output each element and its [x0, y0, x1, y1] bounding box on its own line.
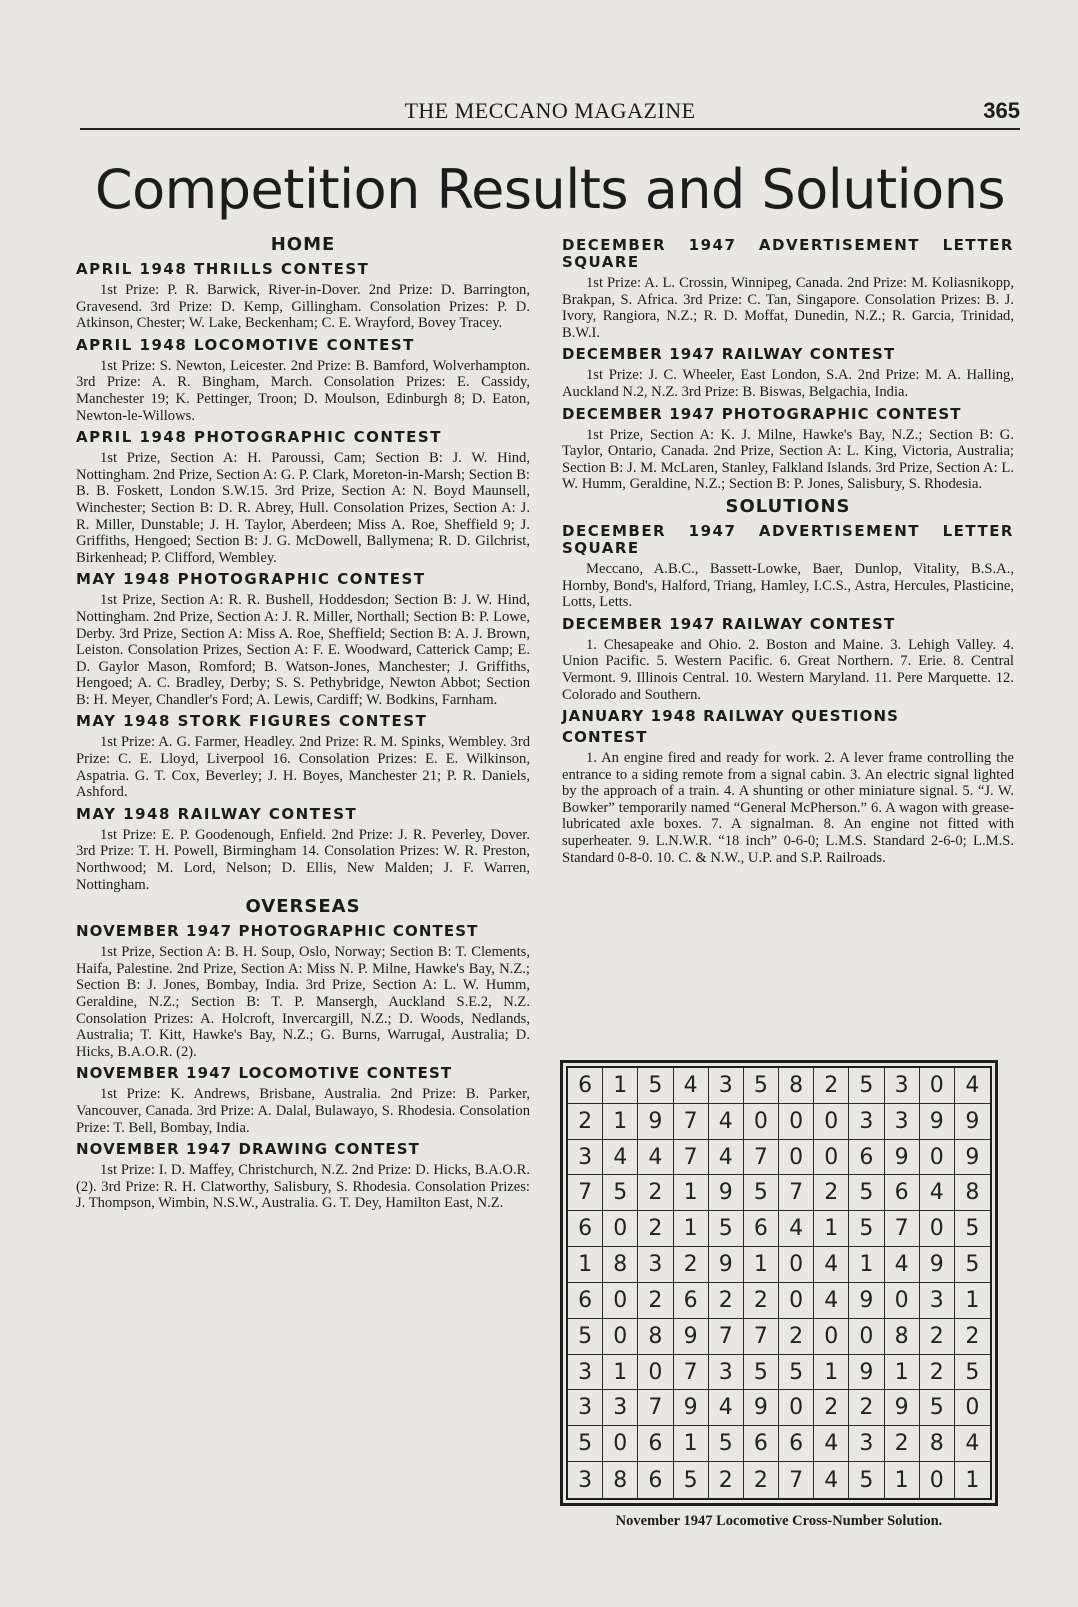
- solution-text: 1. Chesapeake and Ohio. 2. Boston and Maine. 3. Lehigh Valley. 4. Union Pacific. 5. Western Pacific. 6. Great Northern. 7. Erie. 8. Central Vermont. 9. Illinois Central. 10. Western Maryland. 11. Pere Marquette. 12. Colorado and Southern.: [562, 636, 1014, 703]
- grid-cell: 8: [779, 1068, 814, 1104]
- grid-cell: 2: [814, 1390, 849, 1426]
- grid-cell: 7: [638, 1390, 673, 1426]
- grid-cell: 4: [885, 1247, 920, 1283]
- grid-cell: 0: [779, 1247, 814, 1283]
- contest-heading: DECEMBER 1947 ADVERTISEMENT LETTER: [562, 236, 1014, 254]
- grid-cell: 0: [814, 1140, 849, 1176]
- contest-results: 1st Prize: P. R. Barwick, River-in-Dover. 2nd Prize: D. Barrington, Gravesend. 3rd Prize: D. Kemp, Gillingham. Consolation Prizes: P. D. Atkinson, Chester; W. Lake, Beckenham; C. E. Wrayford, Bovey Tracey.: [76, 282, 530, 332]
- grid-cell: 5: [744, 1068, 779, 1104]
- grid-cell: 7: [885, 1211, 920, 1247]
- grid-cell: 9: [674, 1390, 709, 1426]
- grid-cell: 1: [674, 1175, 709, 1211]
- grid-cell: 2: [638, 1283, 673, 1319]
- grid-cell: 5: [849, 1175, 884, 1211]
- contest-heading: DECEMBER 1947 PHOTOGRAPHIC CONTEST: [562, 404, 962, 423]
- grid-cell: 0: [885, 1283, 920, 1319]
- cross-number-grid: [566, 1066, 992, 1500]
- grid-cell: 7: [779, 1462, 814, 1498]
- grid-cell: 0: [779, 1283, 814, 1319]
- grid-cell: 7: [674, 1140, 709, 1176]
- grid-cell: 0: [849, 1319, 884, 1355]
- grid-cell: 7: [674, 1355, 709, 1391]
- grid-cell: 2: [744, 1462, 779, 1498]
- grid-cell: 4: [814, 1247, 849, 1283]
- grid-cell: 0: [779, 1104, 814, 1140]
- grid-cell: 5: [744, 1175, 779, 1211]
- grid-cell: 5: [744, 1355, 779, 1391]
- grid-cell: 4: [814, 1283, 849, 1319]
- grid-cell: 4: [920, 1175, 955, 1211]
- grid-cell: 2: [920, 1319, 955, 1355]
- grid-cell: 0: [779, 1140, 814, 1176]
- grid-cell: 1: [568, 1247, 603, 1283]
- grid-cell: 1: [955, 1283, 990, 1319]
- grid-cell: 9: [744, 1390, 779, 1426]
- solution-text: Meccano, A.B.C., Bassett-Lowke, Baer, Dunlop, Vitality, B.S.A., Hornby, Bond's, Halford, Triang, Hamley, I.C.S., Astra, Hercules, Plasticine, Lotts, Letts.: [562, 560, 1014, 611]
- grid-cell: 8: [955, 1175, 990, 1211]
- running-head: [80, 98, 1020, 130]
- grid-cell: 5: [603, 1175, 638, 1211]
- grid-cell: 7: [568, 1175, 603, 1211]
- grid-cell: 2: [638, 1211, 673, 1247]
- grid-cell: 9: [920, 1104, 955, 1140]
- grid-cell: 1: [814, 1211, 849, 1247]
- grid-cell: 0: [814, 1104, 849, 1140]
- grid-cell: 6: [744, 1211, 779, 1247]
- grid-cell: 5: [568, 1426, 603, 1462]
- grid-cell: 5: [955, 1211, 990, 1247]
- grid-cell: 2: [814, 1068, 849, 1104]
- grid-cell: 5: [849, 1211, 884, 1247]
- grid-cell: 7: [744, 1140, 779, 1176]
- grid-cell: 6: [568, 1283, 603, 1319]
- grid-cell: 7: [674, 1104, 709, 1140]
- right-column: [562, 232, 1014, 869]
- grid-cell: 1: [744, 1247, 779, 1283]
- grid-cell: 3: [638, 1247, 673, 1283]
- grid-cell: 8: [920, 1426, 955, 1462]
- grid-cell: 3: [920, 1283, 955, 1319]
- grid-cell: 1: [603, 1068, 638, 1104]
- solution-text: 1. An engine fired and ready for work. 2. A lever frame controlling the entrance to a siding remote from a signal cabin. 3. An electric signal lighted by the approach of a train. 4. A shunting or other miniature signal. 5. “J. W. Bowker” temporarily named “General McPherson.” 6. A wagon with grease-lubricated axle boxes. 7. A signalman. 8. An engine not fitted with superheater. 9. L.N.W.R. “18 inch” 0-6-0; L.M.S. Standard 2-6-0; L.M.S. Standard 0-8-0. 10. C. & N.W., U.P. and S.P. Railroads.: [562, 750, 1014, 866]
- grid-cell: 1: [965, 1467, 980, 1493]
- contest-heading: NOVEMBER 1947 DRAWING CONTEST: [76, 1140, 420, 1159]
- grid-cell: 8: [603, 1462, 638, 1498]
- grid-cell: 7: [709, 1319, 744, 1355]
- grid-cell: 5: [709, 1426, 744, 1462]
- grid-cell: 6: [744, 1426, 779, 1462]
- grid-cell: 5: [849, 1462, 884, 1498]
- grid-cell: 3: [849, 1104, 884, 1140]
- contest-heading: MAY 1948 RAILWAY CONTEST: [76, 804, 358, 823]
- grid-cell: 9: [638, 1104, 673, 1140]
- grid-cell: 8: [603, 1247, 638, 1283]
- grid-cell: 3: [568, 1390, 603, 1426]
- grid-cell: 0: [638, 1355, 673, 1391]
- grid-cell: 5: [779, 1355, 814, 1391]
- grid-cell: 4: [674, 1068, 709, 1104]
- grid-cell: 3: [849, 1426, 884, 1462]
- grid-cell: 7: [744, 1319, 779, 1355]
- grid-cell: 2: [920, 1355, 955, 1391]
- grid-cell: 3: [885, 1104, 920, 1140]
- grid-cell: 6: [849, 1140, 884, 1176]
- grid-cell: 0: [603, 1211, 638, 1247]
- grid-cell: 1: [885, 1462, 920, 1498]
- grid-cell: 5: [638, 1068, 673, 1104]
- cross-number-puzzle: [560, 1060, 998, 1506]
- grid-cell: 3: [603, 1390, 638, 1426]
- page-title: Competition Results and Solutions: [94, 158, 1006, 221]
- grid-cell: 2: [814, 1175, 849, 1211]
- contest-heading: APRIL 1948 LOCOMOTIVE CONTEST: [76, 335, 415, 354]
- grid-cell: 9: [849, 1283, 884, 1319]
- grid-cell: 3: [885, 1068, 920, 1104]
- contest-heading: NOVEMBER 1947 LOCOMOTIVE CONTEST: [76, 1064, 453, 1083]
- grid-cell: 5: [709, 1211, 744, 1247]
- grid-cell: 0: [920, 1211, 955, 1247]
- contest-results: 1st Prize: A. L. Crossin, Winnipeg, Canada. 2nd Prize: M. Koliasnikopp, Brakpan, S. Africa. 3rd Prize: C. Tan, Singapore. Consolation Prizes: B. J. Ivory, Rangiora, N.Z.; R. D. Moffat, Dunedin, N.Z.; R. Garcia, Trinidad, B.W.I.: [562, 275, 1014, 341]
- section-solutions-heading: SOLUTIONS: [725, 495, 851, 517]
- contest-results: 1st Prize, Section A: B. H. Soup, Oslo, Norway; Section B: T. Clements, Haifa, Palestine. 2nd Prize, Section A: Miss N. P. Milne, Hawke's Bay, N.Z.; Section B: J. Jones, Bombay, India. 3rd Prize, Section A: L. W. Humm, Geraldine, N.Z.; Section B: T. P. Mansergh, Auckland S.E.2, N.Z. Consolation Prizes: A. Holcroft, Invercargill, N.Z.; D. Woods, Nedlands, Australia; T. Kitt, Hawke's Bay, N.Z.; G. Burns, Warrugal, Australia; D. Hicks, B.A.O.R. (2).: [76, 944, 530, 1060]
- grid-cell: 2: [568, 1104, 603, 1140]
- grid-cell: 3: [709, 1068, 744, 1104]
- grid-cell: 0: [779, 1390, 814, 1426]
- grid-cell: 4: [955, 1426, 990, 1462]
- grid-cell: 6: [779, 1426, 814, 1462]
- grid-cell: 9: [885, 1390, 920, 1426]
- grid-cell: 4: [638, 1140, 673, 1176]
- left-column: [76, 232, 530, 1215]
- grid-cell: 2: [849, 1390, 884, 1426]
- grid-cell: 0: [603, 1283, 638, 1319]
- grid-cell: 6: [568, 1211, 603, 1247]
- grid-cell: 2: [955, 1319, 990, 1355]
- contest-results: 1st Prize: J. C. Wheeler, East London, S.A. 2nd Prize: M. A. Halling, Auckland N.2, N.Z. 3rd Prize: B. Biswas, Belgachia, India.: [562, 367, 1014, 400]
- grid-cell: 2: [744, 1283, 779, 1319]
- solution-heading: DECEMBER 1947 RAILWAY CONTEST: [562, 614, 896, 633]
- solution-heading: DECEMBER 1947 ADVERTISEMENT LETTER: [562, 521, 1014, 540]
- grid-cell: 0: [920, 1140, 955, 1176]
- contest-heading-continued: SQUARE: [562, 253, 640, 271]
- grid-cell: 1: [814, 1355, 849, 1391]
- grid-cell: 4: [779, 1211, 814, 1247]
- grid-cell: 3: [568, 1462, 603, 1498]
- grid-cell: 4: [709, 1390, 744, 1426]
- contest-results: 1st Prize, Section A: R. R. Bushell, Hoddesdon; Section B: J. W. Hind, Nottingham. 2nd Prize, Section A: J. R. Miller, Northall; Section B: P. Lowe, Derby. 3rd Prize, Section A: Miss A. Roe, Sheffield; Section B: A. J. Brown, Leiston. Consolation Prizes, Section A: F. E. Woodward, Catterick Camp; E. D. Gaylor Mason, Romford; B. Watson-Jones, Manchester; J. Griffiths, Hengoed; A. C. Bradley, Derby; S. S. Pethybridge, Newton Abbot; Section B: H. Meyer, Chandler's Ford; A. Lewis, Cardiff; W. Bodkins, Farnham.: [76, 592, 530, 708]
- grid-cell: 0: [603, 1319, 638, 1355]
- solution-heading-continued: SQUARE: [562, 538, 640, 557]
- contest-heading: APRIL 1948 THRILLS CONTEST: [76, 260, 370, 278]
- grid-cell: 2: [885, 1426, 920, 1462]
- grid-cell: 4: [814, 1426, 849, 1462]
- grid-cell: 0: [814, 1319, 849, 1355]
- grid-cell: 4: [709, 1104, 744, 1140]
- section-home-heading: HOME: [270, 234, 336, 255]
- grid-cell: 5: [849, 1068, 884, 1104]
- page-number: 365: [983, 98, 1020, 123]
- grid-cell: 9: [920, 1247, 955, 1283]
- grid-cell: 9: [955, 1104, 990, 1140]
- grid-cell: 8: [638, 1319, 673, 1355]
- grid-cell: 4: [814, 1462, 849, 1498]
- grid-cell: 4: [709, 1140, 744, 1176]
- contest-results: 1st Prize, Section A: H. Paroussi, Cam; Section B: J. W. Hind, Nottingham. 2nd Prize, Section A: G. P. Clark, Moreton-in-Marsh; Section B: B. B. Foskett, London S.W.15. 3rd Prize, Section A: N. Boyd Maunsell, Winchester; Section B: D. R. Abrey, Hull. Consolation Prizes, Section A: J. R. Miller, Dunstable; J. H. Taylor, Aberdeen; Miss A. Roe, Sheffield 9; J. Griffiths, Hengoed; Section B: J. G. McDowell, Ballymena; R. D. Gilchrist, Birkenhead; P. Clifford, Wembley.: [76, 450, 530, 566]
- grid-cell: 6: [885, 1175, 920, 1211]
- grid-cell: 6: [568, 1068, 603, 1104]
- grid-cell: 9: [709, 1247, 744, 1283]
- grid-cell: 1: [885, 1355, 920, 1391]
- contest-results: 1st Prize: E. P. Goodenough, Enfield. 2nd Prize: J. R. Peverley, Dover. 3rd Prize: T. H. Powell, Birmingham 14. Consolation Prizes: W. R. Preston, Northwood; M. Lord, Nelson; D. Ellis, New Malden; J. F. Warren, Nottingham.: [76, 826, 530, 893]
- grid-cell: 0: [920, 1068, 955, 1104]
- contest-heading: MAY 1948 STORK FIGURES CONTEST: [76, 712, 428, 731]
- grid-cell: 5: [568, 1319, 603, 1355]
- grid-cell: 6: [674, 1283, 709, 1319]
- grid-cell: 5: [955, 1355, 990, 1391]
- grid-cell: 2: [638, 1175, 673, 1211]
- grid-cell: 0: [920, 1462, 955, 1498]
- grid-cell: 2: [674, 1247, 709, 1283]
- section-overseas-heading: OVERSEAS: [245, 896, 361, 918]
- grid-cell: 9: [885, 1140, 920, 1176]
- contest-results: 1st Prize: K. Andrews, Brisbane, Australia. 2nd Prize: B. Parker, Vancouver, Canada. 3rd Prize: A. Dalal, Bulawayo, S. Rhodesia. Consolation Prize: T. Bell, Bombay, India.: [76, 1086, 530, 1136]
- contest-results: 1st Prize: I. D. Maffey, Christchurch, N.Z. 2nd Prize: D. Hicks, B.A.O.R. (2). 3rd Prize: R. H. Clatworthy, Salisbury, S. Rhodesia. Consolation Prizes: J. Thompson, Wimbin, N.S.W., Australia. G. T. Dey, Hamilton East, N.Z.: [76, 1162, 530, 1212]
- grid-cell: 5: [920, 1390, 955, 1426]
- grid-cell: 9: [709, 1175, 744, 1211]
- grid-cell: 7: [779, 1175, 814, 1211]
- grid-cell: 2: [779, 1319, 814, 1355]
- contest-heading: DECEMBER 1947 RAILWAY CONTEST: [562, 345, 896, 364]
- grid-cell: 3: [568, 1355, 603, 1391]
- grid-cell: 6: [638, 1426, 673, 1462]
- grid-cell: 4: [955, 1068, 990, 1104]
- grid-cell: 1: [603, 1355, 638, 1391]
- grid-cell: 6: [638, 1462, 673, 1498]
- grid-cell: 0: [955, 1390, 990, 1426]
- solution-heading-continued: CONTEST: [562, 728, 648, 747]
- grid-cell: 4: [603, 1140, 638, 1176]
- contest-heading: MAY 1948 PHOTOGRAPHIC CONTEST: [76, 570, 426, 589]
- grid-cell: 9: [849, 1355, 884, 1391]
- grid-cell: 5: [674, 1462, 709, 1498]
- grid-cell: 9: [674, 1319, 709, 1355]
- grid-cell: 1: [674, 1211, 709, 1247]
- solution-heading: JANUARY 1948 RAILWAY QUESTIONS: [562, 707, 900, 726]
- grid-cell: 0: [744, 1104, 779, 1140]
- grid-cell: 9: [955, 1140, 990, 1176]
- magazine-title: THE MECCANO MAGAZINE: [404, 98, 696, 123]
- grid-cell: 0: [603, 1426, 638, 1462]
- grid-cell: 2: [709, 1283, 744, 1319]
- grid-cell: 1: [674, 1426, 709, 1462]
- puzzle-caption: November 1947 Locomotive Cross-Number Solution.: [615, 1513, 943, 1529]
- contest-results: 1st Prize, Section A: K. J. Milne, Hawke's Bay, N.Z.; Section B: G. Taylor, Ontario, Canada. 2nd Prize, Section A: L. King, Victoria, Australia; Section B: J. M. McLaren, Stanley, Falkland Islands. 3rd Prize, Section A: L. W. Humm, Geraldine, N.Z.; Section B: P. Jones, Salisbury, S. Rhodesia.: [562, 426, 1014, 493]
- grid-cell: 3: [709, 1355, 744, 1391]
- grid-cell: 5: [955, 1247, 990, 1283]
- contest-results: 1st Prize: A. G. Farmer, Headley. 2nd Prize: R. M. Spinks, Wembley. 3rd Prize: C. E. Lloyd, Liverpool 16. Consolation Prizes: E. E. Wilkinson, Aspatria. G. T. Cox, Beverley; J. H. Boyes, Manchester 21; P. R. Daniels, Ashford.: [76, 734, 530, 801]
- grid-cell: 2: [709, 1462, 744, 1498]
- contest-heading: NOVEMBER 1947 PHOTOGRAPHIC CONTEST: [76, 922, 479, 941]
- contest-results: 1st Prize: S. Newton, Leicester. 2nd Prize: B. Bamford, Wolverhampton. 3rd Prize: A. R. Bingham, March. Consolation Prizes: E. Cassidy, Manchester 19; K. Pettinger, Troon; D. Moulson, Edinburgh 8; D. Eaton, Newton-le-Willows.: [76, 357, 530, 424]
- grid-cell: 3: [568, 1140, 603, 1176]
- grid-cell: 8: [885, 1319, 920, 1355]
- grid-cell: 1: [849, 1247, 884, 1283]
- grid-cell: 1: [603, 1104, 638, 1140]
- contest-heading: APRIL 1948 PHOTOGRAPHIC CONTEST: [76, 428, 442, 447]
